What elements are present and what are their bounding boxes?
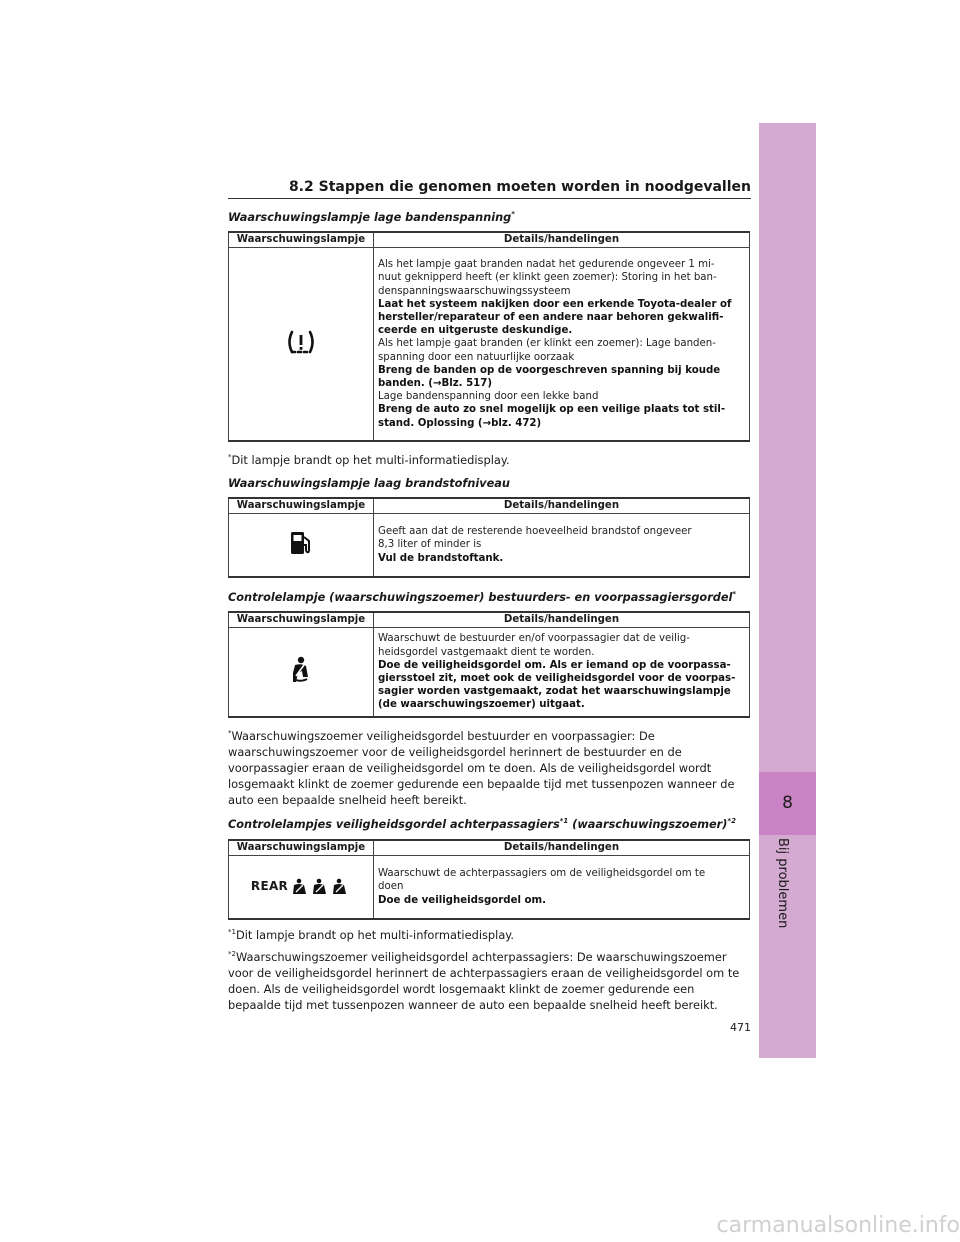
details-line: 8,3 liter of minder is [378,539,482,551]
table-belt [228,611,750,718]
footnote-line: doen. Als de veiligheidsgordel wordt losgemaakt klinkt de zoemer gedurende een [228,981,695,996]
table-row [229,628,750,718]
footnote-marker: *1 [559,817,569,825]
footnote-marker: *2 [228,950,236,958]
table-header-row [229,612,750,628]
details-cell [374,514,750,578]
col-header-lamp: Waarschuwingslampje [229,498,374,514]
details-line: Laat het systeem nakijken door een erkende Toyota-dealer of [378,298,732,310]
footnote-marker: * [228,453,232,461]
footnote-rear-2 [228,946,753,1013]
details-line: heidsgordel vastgemaakt dient te worden. [378,646,595,658]
footnote-marker: *2 [727,817,736,825]
chapter-label [770,838,800,978]
section-title-tire-text: Waarschuwingslampje lage bandenspanning [228,210,512,224]
details-line: (de waarschuwingszoemer) uitgaat. [378,699,585,711]
details-line: ceerde en uitgeruste deskundige. [378,325,573,337]
table-header-row [229,498,750,514]
page-header-title: 8.2 Stappen die genomen moeten worden in noodgevallen [288,179,751,195]
table-row [229,248,750,442]
table-row [229,856,750,920]
section-title-tire [228,210,515,224]
page-number: 471 [730,1021,751,1034]
details-line: Doe de veiligheidsgordel om. [378,894,547,906]
col-header-details: Details/handelingen [374,612,750,628]
details-line: nuut geknipperd heeft (er klinkt geen zoemer): Storing in het ban- [378,272,717,284]
table-header-row [229,840,750,856]
header-rule [228,198,751,199]
seatbelt-warning-icon [290,656,312,684]
section-title-fuel: Waarschuwingslampje laag brandstofniveau [228,477,510,490]
section-title-rear [228,817,736,831]
footnote-line: voor de veiligheidsgordel herinnert de achterpassagiers eraan de veiligheidsgordel om te [228,965,740,980]
footnote-line: auto een bepaalde snelheid heeft bereikt. [228,792,467,807]
rear-seatbelt-warning-icon [251,878,351,896]
footnote-text: Waarschuwingszoemer veiligheidsgordel achterpassagiers: De waarschuwingszoemer [235,949,727,964]
details-line: Breng de banden op de voorgeschreven spanning bij koude [378,364,721,376]
footnote-tire [228,449,753,468]
details-cell [374,248,750,442]
details-line: banden. (→Blz. 517) [378,378,493,389]
footnote-line [228,946,753,965]
footnote-marker: * [228,729,232,737]
icon-cell [229,248,374,442]
footnote-text: Dit lampje brandt op het multi-informatiedisplay. [235,927,515,942]
section-title-rear-text-b: (waarschuwingszoemer) [568,817,728,831]
details-line: stand. Oplossing (→blz. 472) [378,417,542,429]
icon-cell [229,628,374,718]
table-fuel [228,497,750,578]
details-line: Waarschuwt de achterpassagiers om de veiligheidsgordel om te [378,868,706,880]
details-line: Geeft aan dat de resterende hoeveelheid brandstof ongeveer [378,526,692,538]
footnote-text: Dit lampje brandt op het multi-informatiedisplay. [231,452,510,467]
col-header-details: Details/handelingen [374,232,750,248]
footnote-line: waarschuwingszoemer voor de veiligheidsgordel herinnert de bestuurder en de [228,744,682,759]
details-line: Vul de brandstoftank. [378,552,504,564]
footnote-marker: *1 [228,928,236,936]
details-line: denspanningswaarschuwingssysteem [378,285,571,297]
col-header-details: Details/handelingen [374,498,750,514]
details-line: hersteller/reparateur of een andere naar behoren gekwalifi- [378,311,724,323]
chapter-label-text: Bij problemen [775,838,790,929]
tire-pressure-warning-icon [286,329,316,355]
details-line: Doe de veiligheidsgordel om. Als er iemand op de voorpassa- [378,659,731,671]
table-header-row [229,232,750,248]
section-title-belt [228,590,736,604]
watermark: carmanualsonline.info [716,1213,960,1238]
details-line: Lage bandenspanning door een lekke band [378,391,599,403]
details-line: Waarschuwt de bestuurder en/of voorpassagier dat de veilig- [378,633,690,645]
details-line: Breng de auto zo snel mogelijk op een veilige plaats tot stil- [378,404,726,416]
col-header-lamp: Waarschuwingslampje [229,232,374,248]
fuel-pump-icon [289,530,313,556]
footnote-line [228,725,753,744]
section-title-rear-text: Controlelampjes veiligheidsgordel achterpassagiers [228,817,560,831]
details-line: spanning door een natuurlijke oorzaak [378,351,575,363]
details-cell [374,856,750,920]
details-line: sagier worden vastgemaakt, zodat het waarschuwingslampje [378,686,731,698]
footnote-line: voorpassagier eraan de veiligheidsgordel om te doen. Als de veiligheidsgordel wordt [228,760,712,775]
table-tire [228,231,750,442]
table-rear [228,839,750,920]
details-line: giersstoel zit, moet ook de veiligheidsgordel voor de voorpas- [378,673,736,684]
chapter-number: 8 [782,793,793,813]
col-header-lamp: Waarschuwingslampje [229,840,374,856]
details-cell [374,628,750,718]
icon-cell [229,856,374,920]
footnote-text: Waarschuwingszoemer veiligheidsgordel bestuurder en voorpassagier: De [231,728,655,743]
footnote-marker: * [511,210,515,218]
col-header-details: Details/handelingen [374,840,750,856]
icon-cell [229,514,374,578]
details-line: Als het lampje gaat branden nadat het gedurende ongeveer 1 mi- [378,259,715,271]
footnote-line: bepaalde tijd met tussenpozen wanneer de auto een bepaalde snelheid heeft bereikt. [228,997,718,1012]
section-title-belt-text: Controlelampje (waarschuwingszoemer) bestuurders- en voorpassagiersgordel [228,590,733,604]
details-line: doen [378,881,404,893]
footnote-rear-1 [228,924,753,943]
footnote-marker: * [732,590,737,598]
table-row [229,514,750,578]
rear-icon-label: REAR [250,879,289,894]
footnote-line: losgemaakt klinkt de zoemer gedurende een bepaalde tijd met tussenpozen wanneer de [228,776,735,791]
rear-seat-icons [291,878,351,896]
col-header-lamp: Waarschuwingslampje [229,612,374,628]
details-line: Als het lampje gaat branden (er klinkt een zoemer): Lage banden- [378,338,716,350]
footnote-belt [228,725,753,808]
